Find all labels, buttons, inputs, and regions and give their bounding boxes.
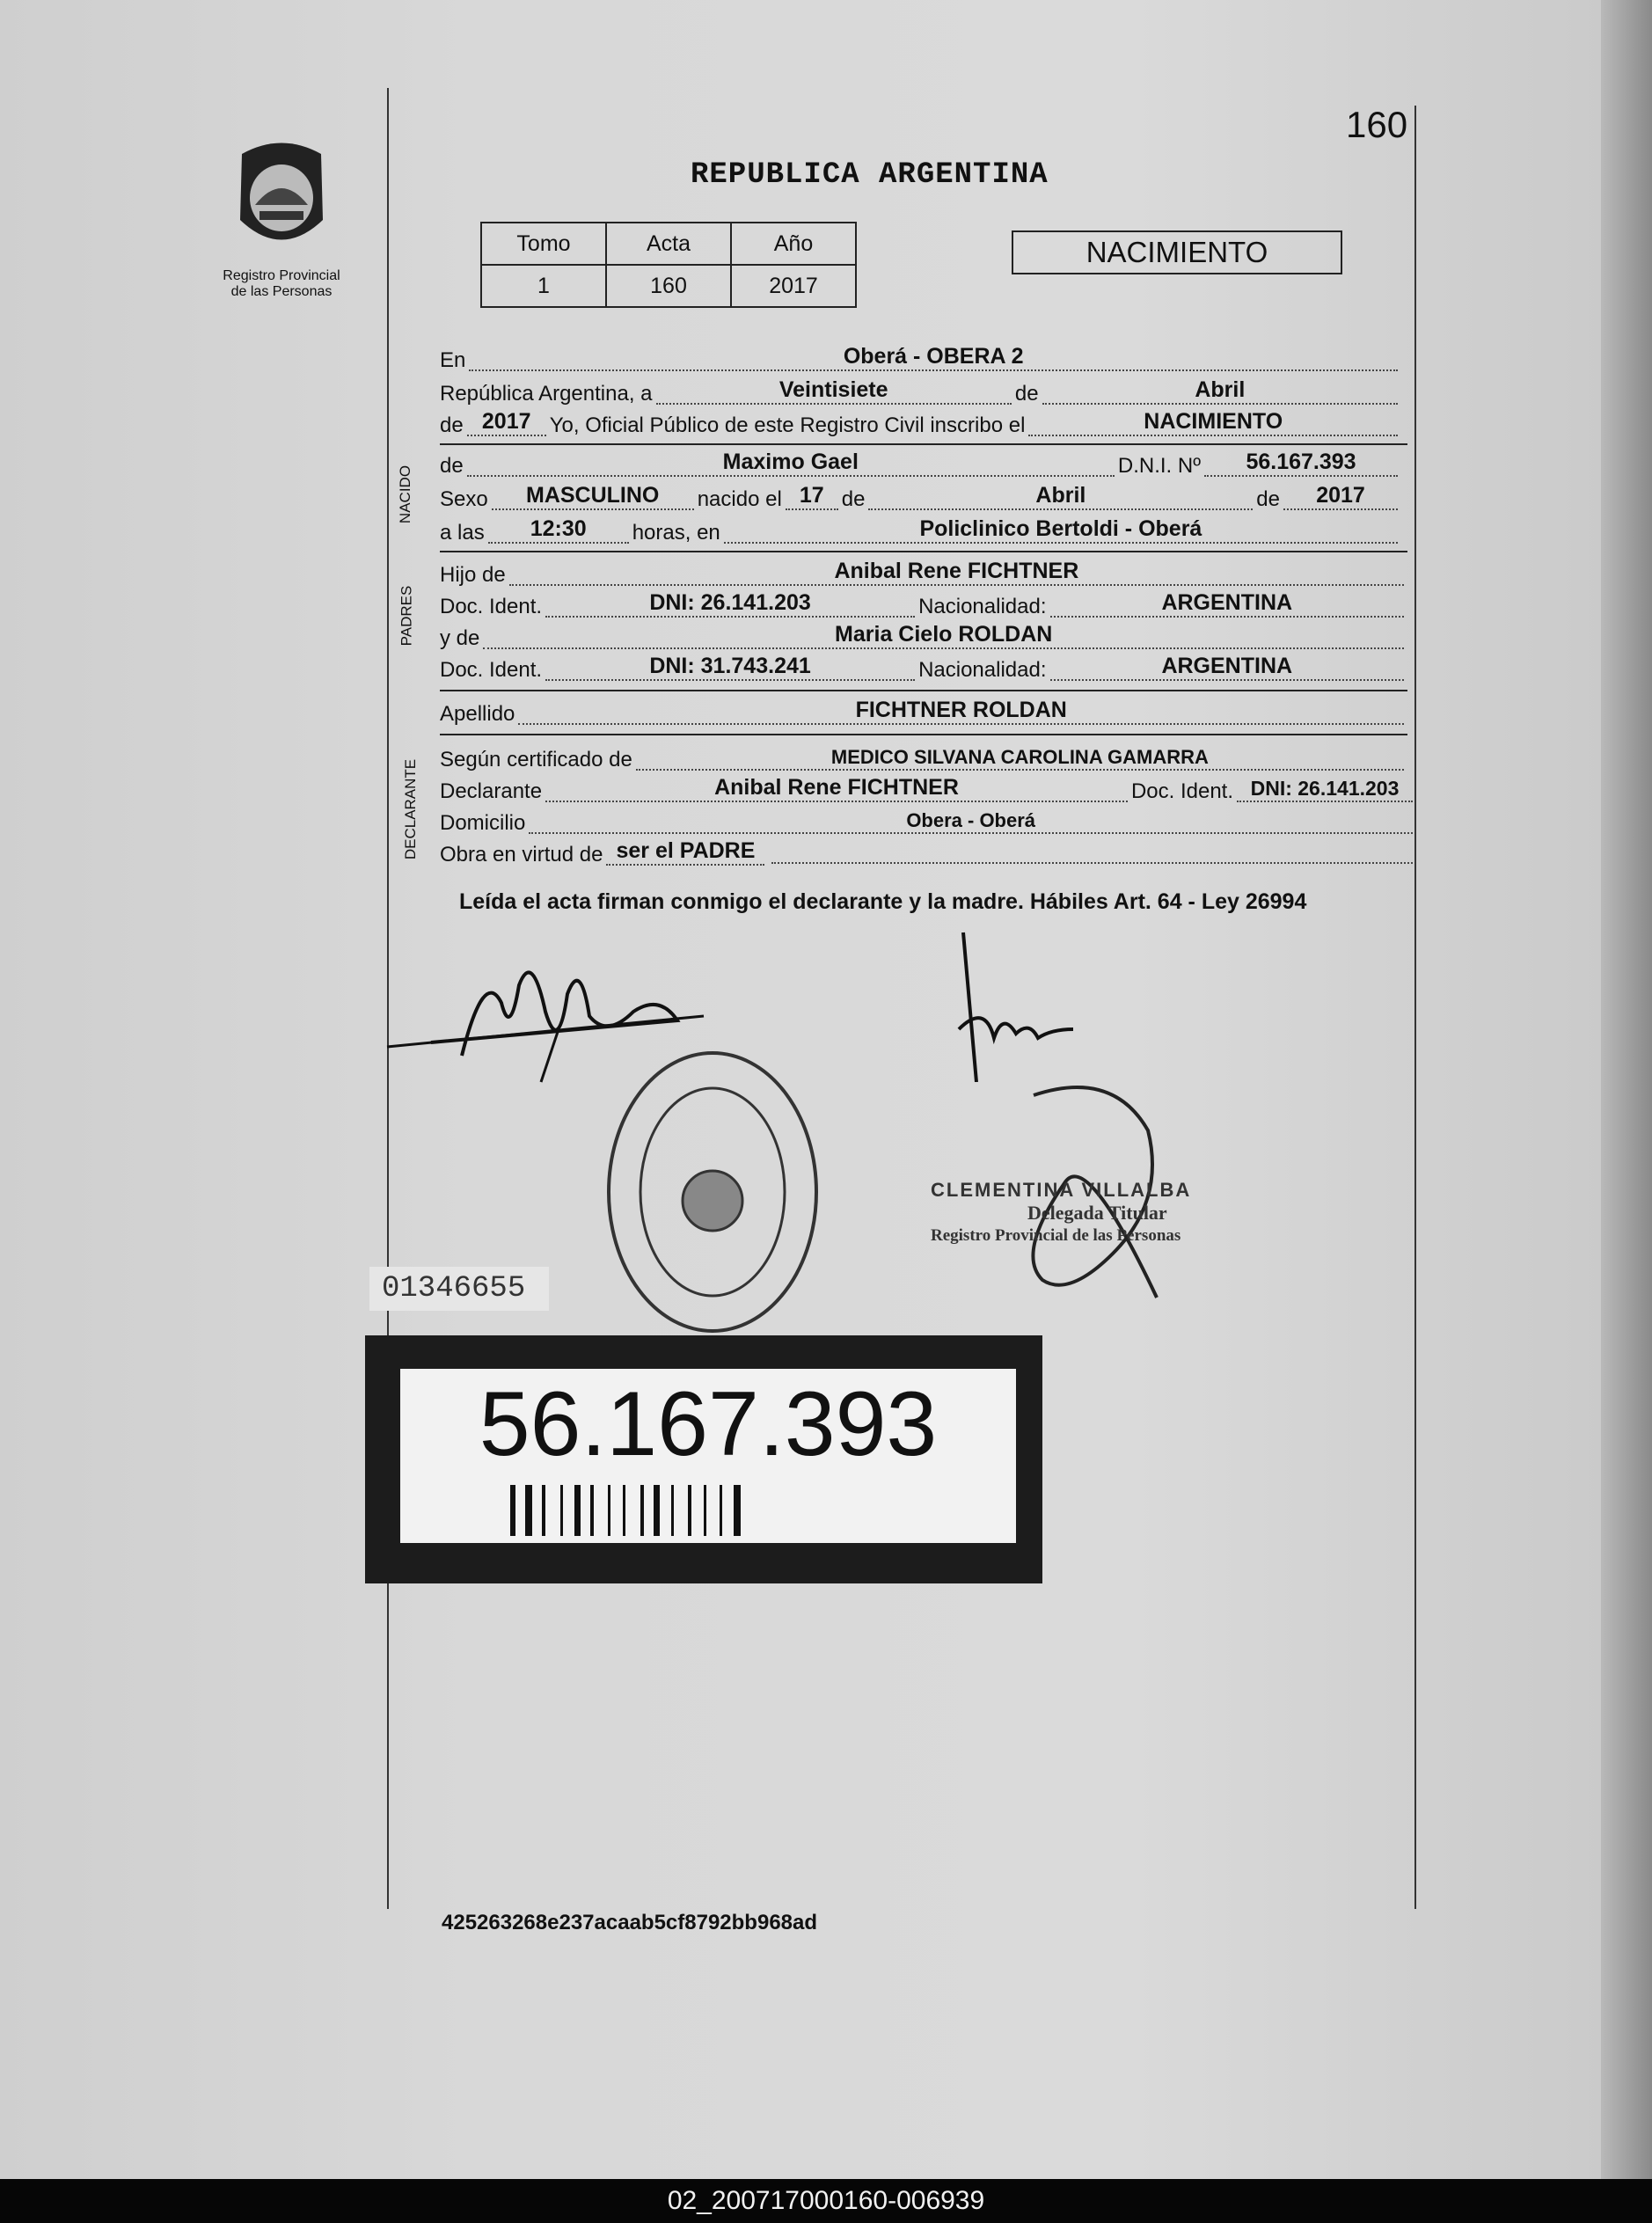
value-child-dni: 56.167.393 <box>1204 450 1398 477</box>
row-father-doc <box>440 591 1407 621</box>
section-label-nacido: NACIDO <box>397 464 414 524</box>
registry-stamp-seal <box>603 1047 822 1337</box>
value-year: 2017 <box>467 409 546 436</box>
row-y-de <box>440 623 1407 653</box>
row-hora <box>440 517 1401 547</box>
label-obra: Obra en virtud de <box>440 843 603 867</box>
label-yo: Yo, Oficial Público de este Registro Civil inscribo el <box>549 413 1026 437</box>
label-certificado: Según certificado de <box>440 748 632 771</box>
record-header-ano: Año <box>731 223 856 265</box>
footer-id: 02_200717000160-006939 <box>0 2179 1652 2223</box>
page-number: 160 <box>1346 104 1408 145</box>
record-value-ano: 2017 <box>731 265 856 307</box>
label-nacido-el: nacido el <box>697 487 782 511</box>
row-mother-doc <box>440 654 1407 684</box>
dotted-line <box>771 860 1413 864</box>
serial-number: 01346655 <box>369 1267 549 1311</box>
barcode <box>510 1485 906 1536</box>
value-declarante-name: Anibal Rene FICHTNER <box>545 775 1128 802</box>
label-nacionalidad: Nacionalidad: <box>918 658 1047 682</box>
separator <box>440 734 1407 735</box>
row-nacido-name <box>440 450 1401 480</box>
label-de-year: de <box>440 413 464 437</box>
section-label-padres: PADRES <box>398 585 415 647</box>
value-birth-year: 2017 <box>1283 483 1398 510</box>
value-declarante-doc: DNI: 26.141.203 <box>1237 777 1413 802</box>
record-table <box>480 222 857 308</box>
label-hijo-de: Hijo de <box>440 563 506 587</box>
label-de: de <box>1014 382 1039 406</box>
label-en: En <box>440 348 466 372</box>
separator <box>440 443 1407 445</box>
row-sexo <box>440 484 1401 514</box>
value-mother-doc: DNI: 31.743.241 <box>545 654 915 681</box>
label-domicilio: Domicilio <box>440 811 526 835</box>
row-certificado <box>440 744 1407 774</box>
row-domicilio <box>440 808 1416 837</box>
value-birth-month: Abril <box>868 483 1253 510</box>
official-org: Registro Provincial de las Personas <box>931 1226 1181 1245</box>
label-sexo: Sexo <box>440 487 488 511</box>
record-value-tomo: 1 <box>481 265 606 307</box>
separator <box>440 551 1407 552</box>
row-en <box>440 345 1401 375</box>
label-nacionalidad: Nacionalidad: <box>918 595 1047 618</box>
record-header-acta: Acta <box>606 223 731 265</box>
logo-caption-line2: de las Personas <box>230 284 333 299</box>
row-hijo-de <box>440 559 1407 589</box>
separator <box>440 690 1407 691</box>
misiones-coat-of-arms-logo <box>224 136 339 260</box>
value-day-words: Veintisiete <box>656 377 1012 405</box>
value-obra: ser el PADRE <box>606 838 764 866</box>
official-title: Delegada Titular <box>1027 1202 1167 1224</box>
value-birth-time: 12:30 <box>488 516 629 544</box>
row-republica <box>440 378 1401 408</box>
logo-caption-line1: Registro Provincial <box>223 268 340 283</box>
section-label-declarante: DECLARANTE <box>402 758 420 860</box>
label-a-las: a las <box>440 521 485 545</box>
official-stamp-text <box>931 1179 1191 1247</box>
right-margin-line <box>1414 106 1416 1909</box>
label-doc-ident: Doc. Ident. <box>440 658 543 682</box>
label-republica: República Argentina, a <box>440 382 653 406</box>
value-father-name: Anibal Rene FICHTNER <box>509 559 1404 586</box>
value-mother-nationality: ARGENTINA <box>1050 654 1405 681</box>
sticker-number: 56.167.393 <box>479 1373 938 1475</box>
label-de-birth-year: de <box>1256 487 1280 511</box>
label-dni: D.N.I. Nº <box>1117 454 1201 478</box>
official-signature <box>950 924 1091 1082</box>
official-name: CLEMENTINA VILLALBA <box>931 1179 1192 1201</box>
label-doc-ident: Doc. Ident. <box>440 595 543 618</box>
value-child-name: Maximo Gael <box>467 450 1115 477</box>
label-apellido: Apellido <box>440 702 515 726</box>
document-title: REPUBLICA ARGENTINA <box>691 158 1049 192</box>
value-father-doc: DNI: 26.141.203 <box>545 590 915 618</box>
value-place: Oberá - OBERA 2 <box>469 344 1398 371</box>
value-month: Abril <box>1042 377 1398 405</box>
label-declarante: Declarante <box>440 779 543 803</box>
logo-caption <box>202 268 361 300</box>
closing-note: Leída el acta firman conmigo el declarante y la madre. Hábiles Art. 64 - Ley 26994 <box>459 889 1307 914</box>
row-obra <box>440 839 1416 869</box>
value-certificado: MEDICO SILVANA CAROLINA GAMARRA <box>636 746 1404 771</box>
label-doc-ident: Doc. Ident. <box>1130 779 1233 803</box>
value-domicilio: Obera - Oberá <box>529 809 1413 834</box>
sticker-label <box>400 1369 1016 1543</box>
value-mother-name: Maria Cielo ROLDAN <box>483 622 1404 649</box>
page-edge <box>1601 0 1652 2179</box>
value-birth-day: 17 <box>786 483 838 510</box>
record-type-box: NACIMIENTO <box>1012 230 1342 274</box>
label-de-name: de <box>440 454 464 478</box>
document-hash: 425263268e237acaab5cf8792bb968ad <box>442 1911 818 1934</box>
value-birth-place: Policlinico Bertoldi - Oberá <box>724 516 1398 544</box>
dni-sticker <box>365 1335 1042 1583</box>
label-horas-en: horas, en <box>632 521 720 545</box>
label-y-de: y de <box>440 626 480 650</box>
record-value-acta: 160 <box>606 265 731 307</box>
record-header-tomo: Tomo <box>481 223 606 265</box>
row-declarante <box>440 776 1416 806</box>
value-sexo: MASCULINO <box>492 483 694 510</box>
label-de-month: de <box>841 487 866 511</box>
value-father-nationality: ARGENTINA <box>1050 590 1405 618</box>
value-apellido: FICHTNER ROLDAN <box>518 698 1404 725</box>
value-act: NACIMIENTO <box>1028 409 1398 436</box>
row-yo <box>440 410 1401 440</box>
row-apellido <box>440 698 1407 728</box>
